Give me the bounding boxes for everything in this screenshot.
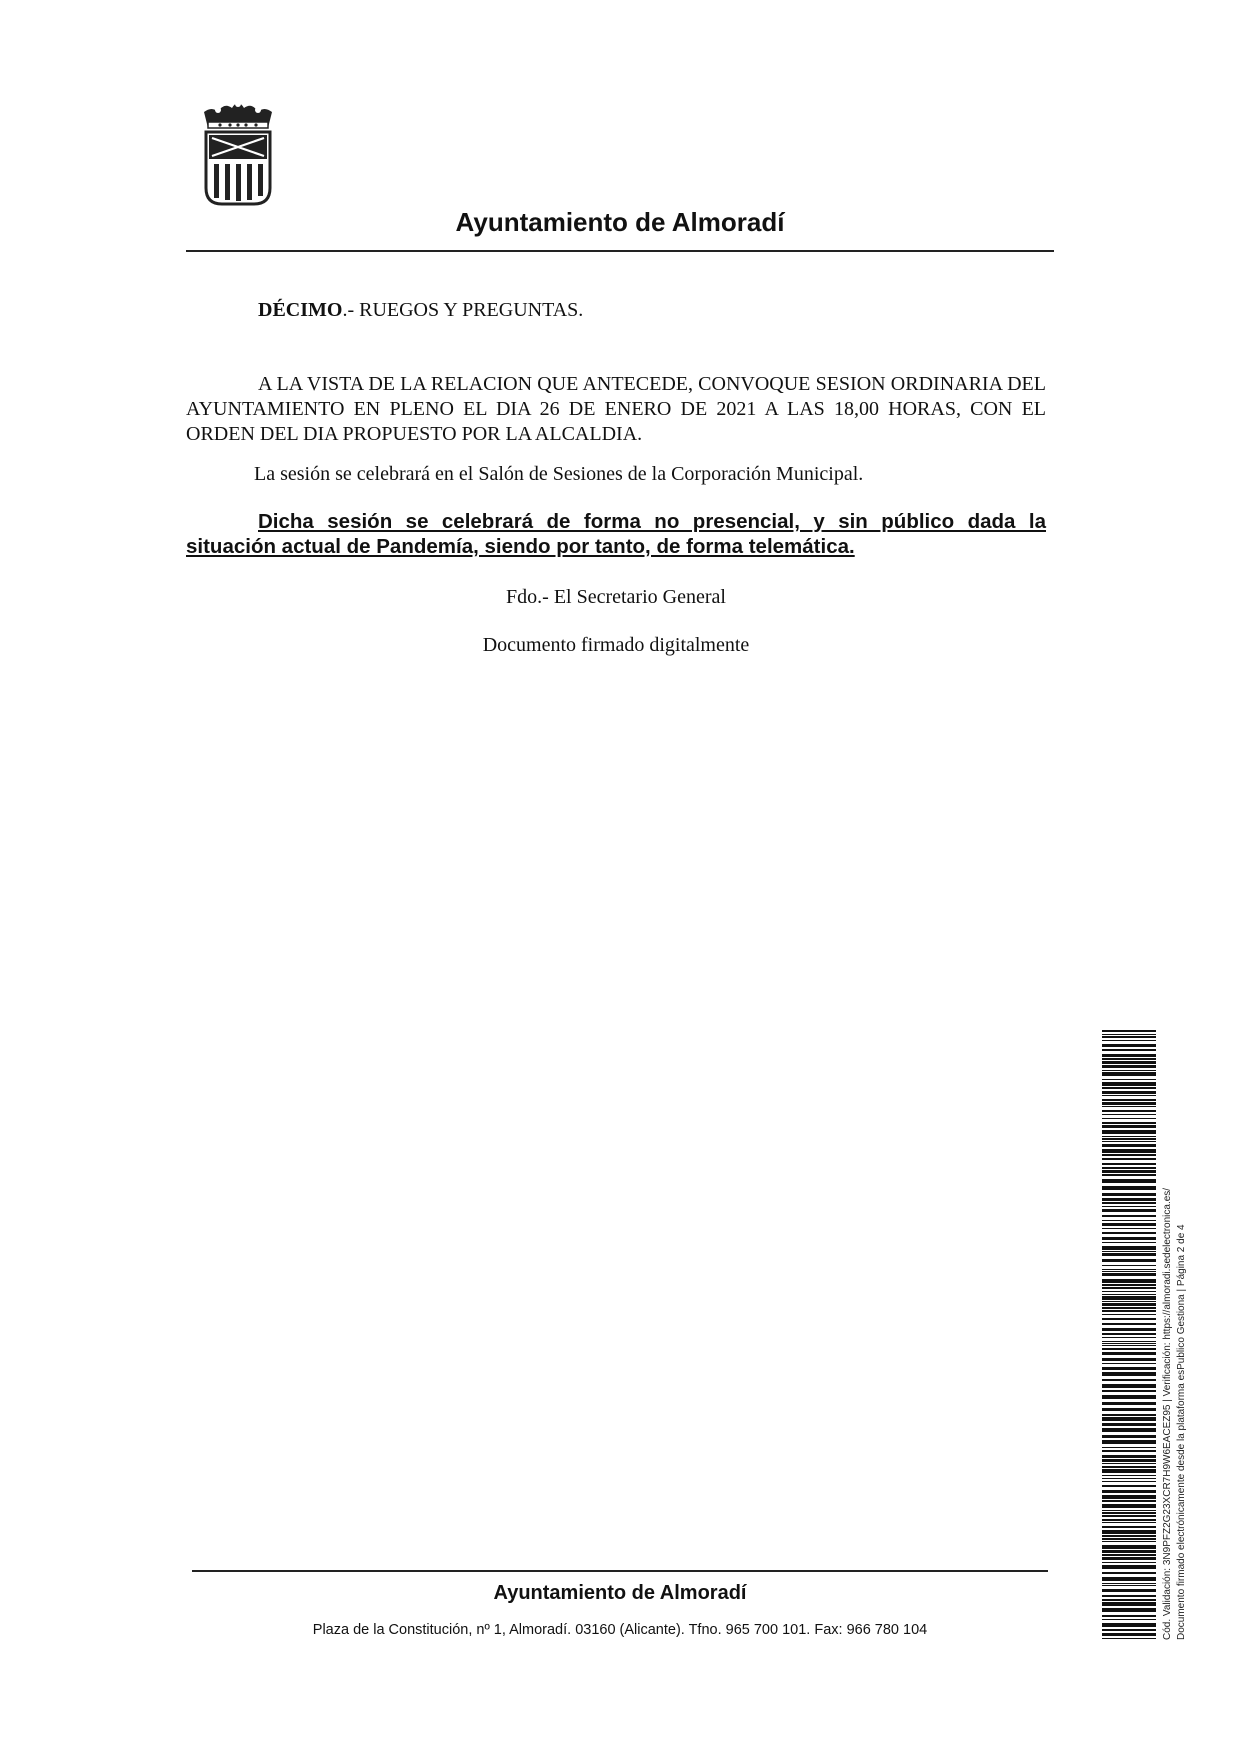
barcode-bar bbox=[1102, 1530, 1156, 1534]
barcode-bar bbox=[1102, 1633, 1156, 1636]
barcode-bar bbox=[1102, 1519, 1156, 1521]
barcode-bar bbox=[1102, 1589, 1156, 1592]
barcode-bar bbox=[1102, 1291, 1156, 1292]
barcode-bar bbox=[1102, 1154, 1156, 1156]
barcode-bar bbox=[1102, 1390, 1156, 1392]
barcode-bar bbox=[1102, 1510, 1156, 1511]
header-divider bbox=[186, 250, 1054, 252]
barcode-bar bbox=[1102, 1550, 1156, 1553]
barcode-bar bbox=[1102, 1526, 1156, 1528]
barcode-bar bbox=[1102, 1130, 1156, 1134]
barcode-bar bbox=[1102, 1079, 1156, 1080]
barcode-bar bbox=[1102, 1158, 1156, 1160]
barcode-bar bbox=[1102, 1269, 1156, 1270]
barcode-bar bbox=[1102, 1504, 1156, 1508]
barcode-bar bbox=[1102, 1485, 1156, 1487]
barcode-bar bbox=[1102, 1372, 1156, 1376]
barcode-bar bbox=[1102, 1209, 1156, 1212]
barcode-bar bbox=[1102, 1251, 1156, 1252]
section-label: DÉCIMO bbox=[258, 299, 343, 321]
barcode-bar bbox=[1102, 1384, 1156, 1388]
barcode-bar bbox=[1102, 1058, 1156, 1060]
barcode-bar bbox=[1102, 1478, 1156, 1479]
page-header-title: Ayuntamiento de Almoradí bbox=[455, 207, 785, 237]
barcode-bar bbox=[1102, 1061, 1156, 1064]
barcode-bar bbox=[1102, 1294, 1156, 1295]
digital-signature-note: Documento firmado digitalmente bbox=[482, 634, 750, 656]
barcode-bar bbox=[1102, 1522, 1156, 1523]
barcode-bar bbox=[1102, 1395, 1156, 1399]
barcode-bar bbox=[1102, 1577, 1156, 1581]
barcode-bar bbox=[1102, 1149, 1156, 1153]
barcode-bar bbox=[1102, 1167, 1156, 1169]
barcode-bar bbox=[1102, 1337, 1156, 1338]
barcode-bar bbox=[1102, 1565, 1156, 1569]
barcode-bar bbox=[1102, 1125, 1156, 1128]
barcode-bar bbox=[1102, 1136, 1156, 1137]
barcode-bar bbox=[1102, 1082, 1156, 1086]
barcode-bar bbox=[1102, 1303, 1156, 1306]
barcode-bar bbox=[1102, 1198, 1156, 1201]
barcode-bar bbox=[1102, 1554, 1156, 1556]
barcode-bar bbox=[1102, 1417, 1156, 1421]
barcode-bar bbox=[1102, 1557, 1156, 1560]
barcode-bar bbox=[1102, 1318, 1156, 1320]
barcode-bar bbox=[1102, 1138, 1156, 1140]
barcode-bar bbox=[1102, 1307, 1156, 1309]
barcode-bar bbox=[1102, 1034, 1156, 1035]
barcode-bar bbox=[1102, 1223, 1156, 1226]
barcode-bar bbox=[1102, 1358, 1156, 1361]
barcode-bar bbox=[1102, 1595, 1156, 1597]
barcode-bar bbox=[1102, 1515, 1156, 1517]
barcode-bar bbox=[1102, 1512, 1156, 1514]
section-heading bbox=[258, 298, 583, 323]
barcode-bar bbox=[1102, 1623, 1156, 1627]
barcode-bar bbox=[1102, 1450, 1156, 1452]
verification-code-text: Cód. Validación: 3N9PFZ2G23XCR7H9W6EACEZ95 | Verificación: https://almoradi.sedelectronica.es/ bbox=[1162, 1187, 1173, 1640]
barcode-bar bbox=[1102, 1481, 1156, 1482]
barcode-bar bbox=[1102, 1284, 1156, 1286]
barcode-bar bbox=[1102, 1475, 1156, 1476]
barcode-bar bbox=[1102, 1118, 1156, 1119]
barcode-bar bbox=[1102, 1469, 1156, 1473]
footer-divider bbox=[192, 1570, 1048, 1572]
barcode-bar bbox=[1102, 1602, 1156, 1606]
barcode-bar bbox=[1102, 1110, 1156, 1112]
barcode-bar bbox=[1102, 1186, 1156, 1190]
barcode-bar bbox=[1102, 1638, 1156, 1639]
barcode-bar bbox=[1102, 1242, 1156, 1243]
barcode-bar bbox=[1102, 1040, 1156, 1041]
barcode-bar bbox=[1102, 1583, 1156, 1584]
barcode-bar bbox=[1102, 1070, 1156, 1071]
footer-title: Ayuntamiento de Almoradí bbox=[493, 1582, 747, 1604]
barcode-bar bbox=[1102, 1343, 1156, 1344]
barcode-bar bbox=[1102, 1091, 1156, 1094]
barcode-bar bbox=[1102, 1065, 1156, 1068]
barcode-bar bbox=[1102, 1408, 1156, 1411]
barcode-bar bbox=[1102, 1541, 1156, 1542]
barcode-bar bbox=[1102, 1538, 1156, 1540]
barcode-bar bbox=[1102, 1345, 1156, 1346]
barcode-bar bbox=[1102, 1253, 1156, 1256]
barcode-bar bbox=[1102, 1572, 1156, 1574]
barcode-bar bbox=[1102, 1044, 1156, 1047]
barcode-bar bbox=[1102, 1301, 1156, 1302]
municipal-coat-of-arms-icon bbox=[200, 98, 276, 206]
barcode-bar bbox=[1102, 1163, 1156, 1165]
barcode-bar bbox=[1102, 1608, 1156, 1612]
barcode-icon bbox=[1102, 1030, 1156, 1640]
barcode-bar bbox=[1102, 1423, 1156, 1426]
barcode-bar bbox=[1102, 1054, 1156, 1057]
barcode-bar bbox=[1102, 1545, 1156, 1549]
section-title: .- RUEGOS Y PREGUNTAS. bbox=[342, 299, 584, 321]
barcode-bar bbox=[1102, 1352, 1156, 1355]
barcode-bar bbox=[1102, 1174, 1156, 1176]
barcode-bar bbox=[1102, 1562, 1156, 1563]
barcode-bar bbox=[1102, 1102, 1156, 1105]
barcode-bar bbox=[1102, 1279, 1156, 1283]
barcode-bar bbox=[1102, 1095, 1156, 1096]
barcode-bar bbox=[1102, 1535, 1156, 1537]
barcode-bar bbox=[1102, 1220, 1156, 1221]
barcode-bar bbox=[1102, 1328, 1156, 1331]
barcode-bar bbox=[1102, 1310, 1156, 1312]
barcode-bar bbox=[1102, 1333, 1156, 1335]
barcode-bar bbox=[1102, 1341, 1156, 1342]
barcode-bar bbox=[1102, 1402, 1156, 1405]
barcode-bar bbox=[1102, 1265, 1156, 1266]
barcode-bar bbox=[1102, 1170, 1156, 1173]
barcode-bar bbox=[1102, 1202, 1156, 1204]
barcode-bar bbox=[1102, 1490, 1156, 1493]
barcode-bar bbox=[1102, 1348, 1156, 1350]
barcode-bar bbox=[1102, 1072, 1156, 1076]
barcode-bar bbox=[1102, 1440, 1156, 1444]
barcode-bar bbox=[1102, 1455, 1156, 1458]
barcode-bar bbox=[1102, 1141, 1156, 1142]
barcode-bar bbox=[1102, 1114, 1156, 1115]
barcode-bar bbox=[1102, 1363, 1156, 1364]
barcode-bar bbox=[1102, 1246, 1156, 1250]
barcode-bar bbox=[1102, 1193, 1156, 1196]
barcode-bar bbox=[1102, 1099, 1156, 1101]
barcode-bar bbox=[1102, 1273, 1156, 1276]
barcode-bar bbox=[1102, 1459, 1156, 1462]
barcode-bar bbox=[1102, 1500, 1156, 1502]
barcode-bar bbox=[1102, 1629, 1156, 1631]
barcode-bar bbox=[1102, 1414, 1156, 1416]
barcode-bar bbox=[1102, 1466, 1156, 1468]
barcode-bar bbox=[1102, 1585, 1156, 1586]
barcode-bar bbox=[1102, 1314, 1156, 1315]
barcode-bar bbox=[1102, 1619, 1156, 1620]
barcode-bar bbox=[1102, 1237, 1156, 1240]
barcode-bar bbox=[1102, 1599, 1156, 1601]
barcode-bar bbox=[1102, 1232, 1156, 1234]
barcode-bar bbox=[1102, 1106, 1156, 1107]
barcode-bar bbox=[1102, 1428, 1156, 1432]
barcode-bar bbox=[1102, 1122, 1156, 1124]
electronic-signature-text: Documento firmado electrónicamente desde la plataforma esPublico Gestiona | Página 2 de 4 bbox=[1176, 1224, 1187, 1640]
footer-address: Plaza de la Constitución, nº 1, Almoradí. 03160 (Alicante). Tfno. 965 700 101. Fax: 966 780 104 bbox=[312, 1622, 928, 1638]
barcode-bar bbox=[1102, 1215, 1156, 1217]
lugar-paragraph: La sesión se celebrará en el Salón de Sesiones de la Corporación Municipal. bbox=[254, 463, 864, 485]
barcode-bar bbox=[1102, 1036, 1156, 1038]
barcode-bar bbox=[1102, 1259, 1156, 1262]
telematica-paragraph: Dicha sesión se celebrará de forma no presencial, y sin público dada la situación actual de Pandemía, siendo por tanto, de forma telemática. bbox=[186, 510, 1046, 558]
barcode-bar bbox=[1102, 1495, 1156, 1499]
barcode-bar bbox=[1102, 1087, 1156, 1089]
barcode-bar bbox=[1102, 1435, 1156, 1438]
barcode-bar bbox=[1102, 1271, 1156, 1272]
barcode-bar bbox=[1102, 1228, 1156, 1229]
signature-line: Fdo.- El Secretario General bbox=[506, 586, 726, 608]
barcode-bar bbox=[1102, 1144, 1156, 1147]
barcode-bar bbox=[1102, 1049, 1156, 1051]
barcode-bar bbox=[1102, 1367, 1156, 1370]
barcode-bar bbox=[1102, 1463, 1156, 1464]
barcode-bar bbox=[1102, 1615, 1156, 1617]
barcode-bar bbox=[1102, 1379, 1156, 1381]
convocatoria-paragraph: A LA VISTA DE LA RELACION QUE ANTECEDE, CONVOQUE SESION ORDINARIA DEL AYUNTAMIENTO EN PLENO EL DIA 26 DE ENERO DE 2021 A LAS 18,00 HORAS, CON EL ORDEN DEL DIA PROPUESTO POR LA ALCALDIA. bbox=[186, 373, 1046, 445]
barcode-bar bbox=[1102, 1323, 1156, 1325]
barcode-bar bbox=[1102, 1287, 1156, 1289]
barcode-bar bbox=[1102, 1296, 1156, 1300]
barcode-bar bbox=[1102, 1206, 1156, 1207]
barcode-bar bbox=[1102, 1447, 1156, 1448]
barcode-bar bbox=[1102, 1179, 1156, 1183]
barcode-bar bbox=[1102, 1030, 1156, 1032]
